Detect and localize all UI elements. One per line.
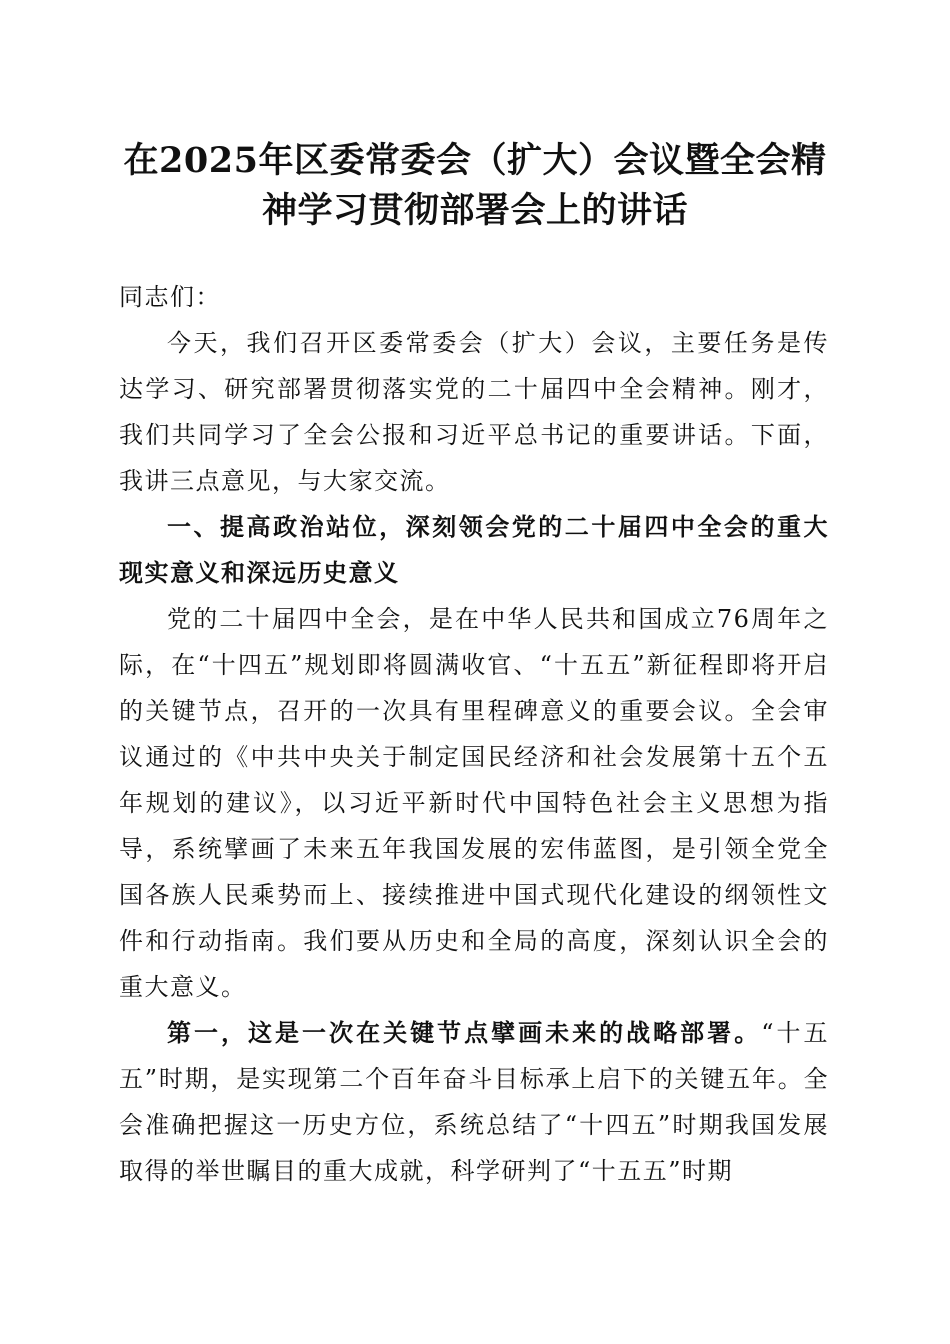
first-point-lead: 第一，这是一次在关键节点擘画未来的战略部署。 [167, 1018, 762, 1047]
document-body [119, 274, 829, 1194]
first-point-text: “十五五”时期，是实现第二个百年奋斗目标承上启下的关键五年。全会准确把握这一历史方位，系统总结了“十四五”时期我国发展取得的举世瞩目的重大成就，科学研判了“十五五”时期 [119, 1019, 829, 1185]
paragraph-first-point [119, 1010, 829, 1194]
document-title [118, 136, 832, 236]
salutation: 同志们： [119, 283, 221, 311]
paragraph-intro: 今天，我们召开区委常委会（扩大）会议，主要任务是传达学习、研究部署贯彻落实党的二十届四中全会精神。刚才，我们共同学习了全会公报和习近平总书记的重要讲话。下面，我讲三点意见，与大家交流。 [119, 329, 829, 495]
section-heading-1: 一、提高政治站位，深刻领会党的二十届四中全会的重大现实意义和深远历史意义 [119, 513, 829, 587]
title-line-2: 神学习贯彻部署会上的讲话 [261, 190, 688, 231]
paragraph-significance: 党的二十届四中全会，是在中华人民共和国成立76周年之际，在“十四五”规划即将圆满收官、“十五五”新征程即将开启的关键节点，召开的一次具有里程碑意义的重要会议。全会审议通过的《中共中央关于制定国民经济和社会发展第十五个五年规划的建议》，以习近平新时代中国特色社会主义思想为指导，系统擘画了未来五年我国发展的宏伟蓝图，是引领全党全国各族人民乘势而上、接续推进中国式现代化建设的纲领性文件和行动指南。我们要从历史和全局的高度，深刻认识全会的重大意义。 [119, 605, 829, 1001]
title-line-1: 在2025年区委常委会（扩大）会议暨全会精 [123, 140, 827, 181]
